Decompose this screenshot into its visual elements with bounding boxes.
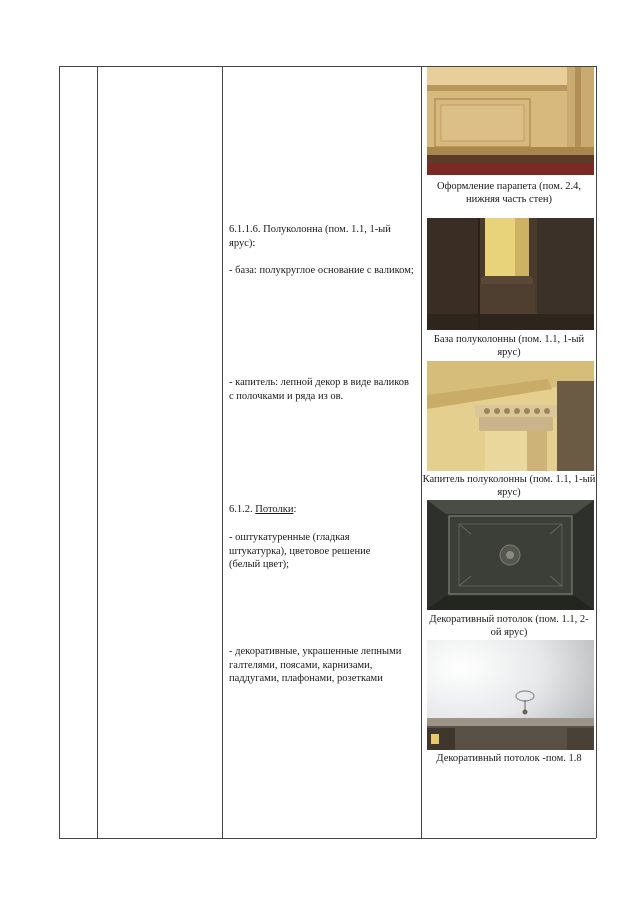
decorative-ceiling-text: - декоративные, украшенные лепными галтелями, поясами, карнизами, паддугами, плафонами, розетками [229,646,402,684]
plastered-ceiling-text: - оштукатуренные (гладкая штукатурка), цветовое решение (белый цвет); [229,532,371,570]
parapet-photo [427,67,594,175]
semicolumn-base-photo [427,218,594,330]
decorative-ceiling-caption-2: Декоративный потолок -пом. 1.8 [436,753,582,764]
ceilings-heading [229,503,414,517]
table-column-border-1 [59,66,60,838]
decorative-ceiling-caption-1: Декоративный потолок (пом. 1.1, 2-ой ярус) [429,614,589,638]
decorative-ceiling-photo-1 [427,500,594,610]
ceilings-heading-colon: : [293,504,297,515]
table-column-border-3 [222,66,223,838]
semicolumn-base-caption: База полуколонны (пом. 1.1, 1-ый ярус) [433,334,585,358]
semicolumn-heading: 6.1.1.6. Полуколонна (пом. 1.1, 1-ый ярус): [229,224,391,249]
table-column-border-2 [97,66,98,838]
ceilings-heading-number: 6.1.2. [229,504,256,515]
semicolumn-capital-photo [427,361,594,471]
semicolumn-base-text: - база: полукруглое основание с валиком; [229,265,414,276]
semicolumn-capital-text: - капитель: лепной декор в виде валиков с полочками и ряда из ов. [229,377,409,402]
semicolumn-capital-caption: Капитель полуколонны (пом. 1.1, 1-ый ярус) [422,474,596,498]
parapet-photo-caption: Оформление парапета (пом. 2.4, нижняя часть стен) [437,181,581,205]
ceilings-heading-title: Потолки [255,504,294,515]
decorative-ceiling-photo-2 [427,640,594,750]
table-column-border-5 [596,66,597,838]
table-bottom-border [59,838,596,839]
